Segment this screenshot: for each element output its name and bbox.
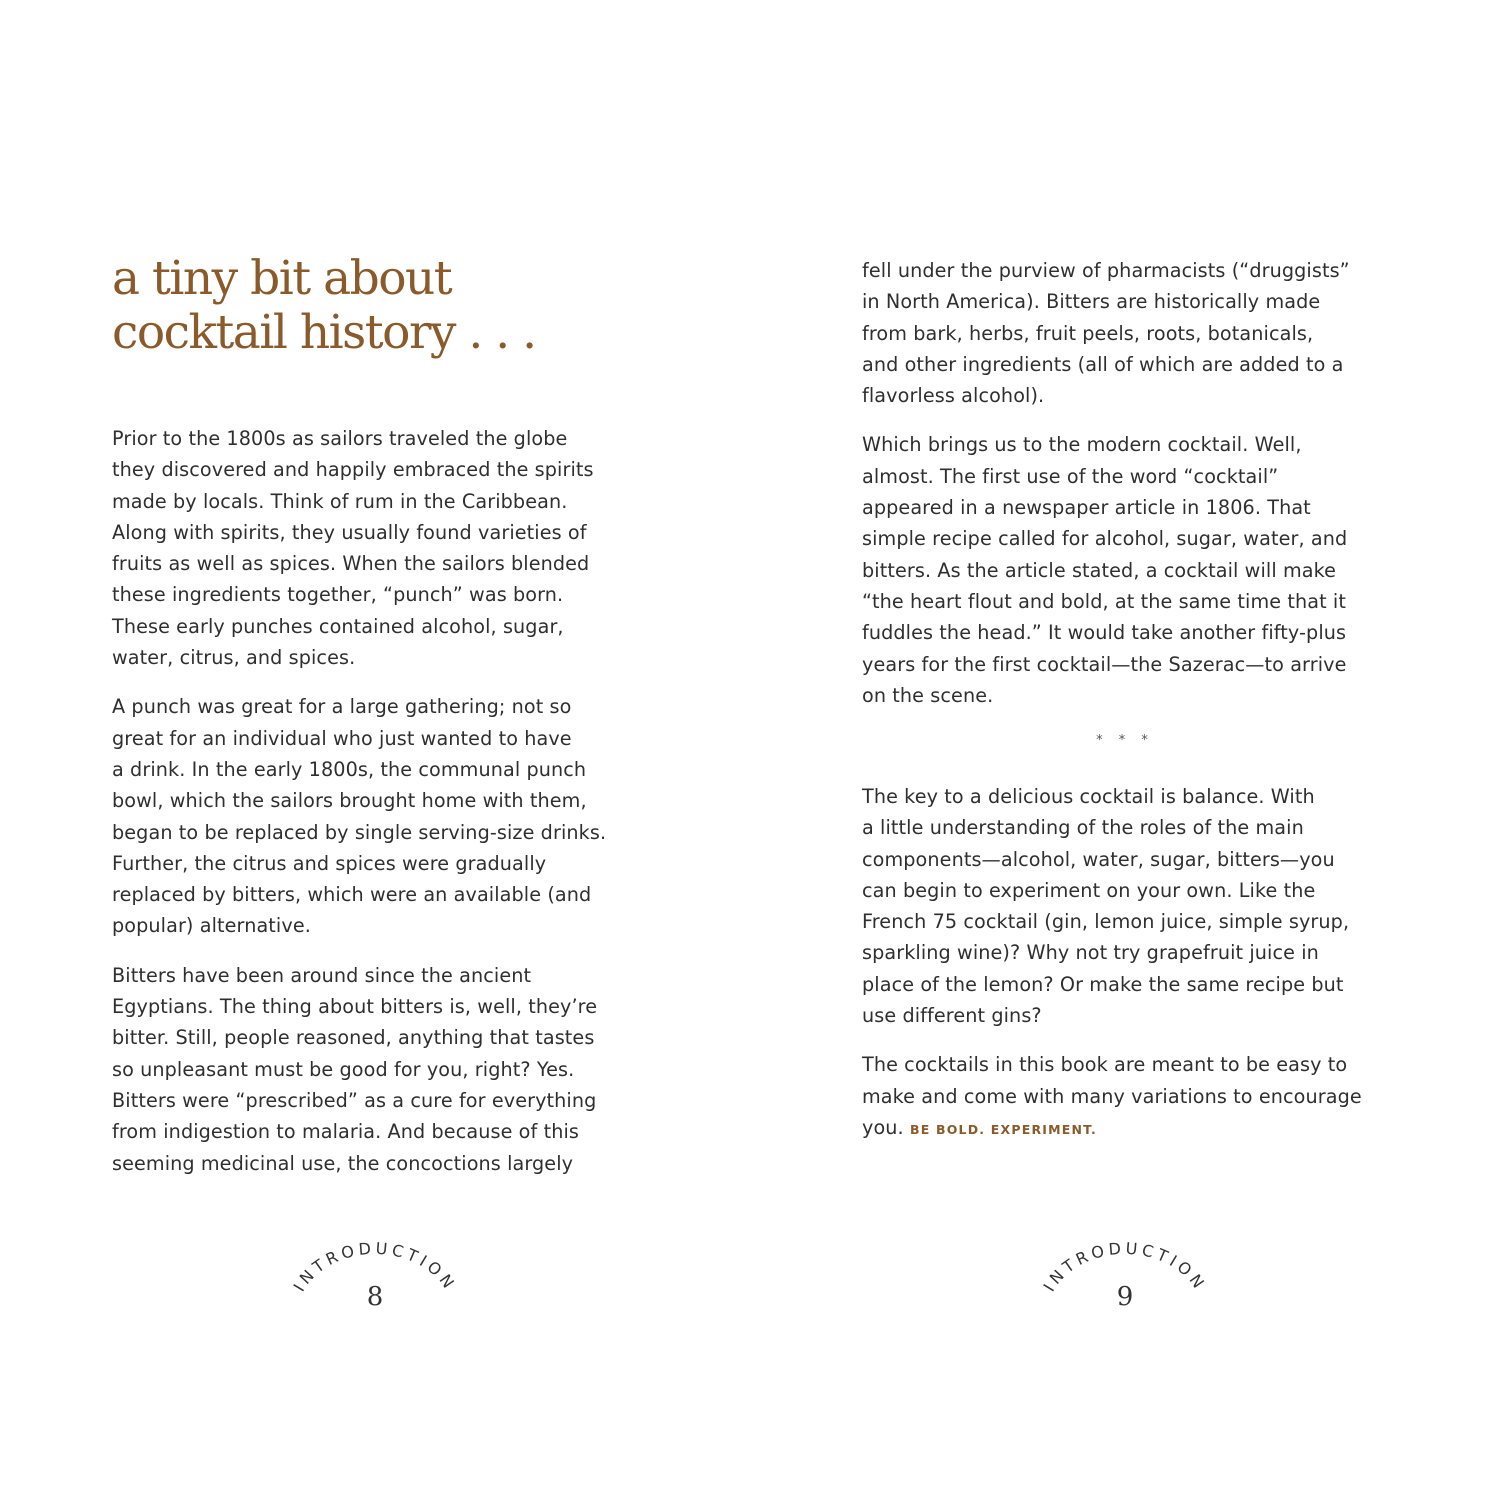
- right-folio: [1030, 1236, 1220, 1326]
- right-page: [750, 0, 1500, 1500]
- text-line: made by locals. Think of rum in the Caribbean.: [112, 489, 568, 513]
- closing-line: [862, 1112, 1382, 1145]
- right-body-text-lower: [862, 781, 1382, 1163]
- text-line: these ingredients together, “punch” was born.: [112, 583, 564, 607]
- folio-section-label: INTRODUCTION: [1039, 1238, 1211, 1295]
- text-line: from indigestion to malaria. And because of this: [112, 1120, 579, 1144]
- text-line: a drink. In the early 1800s, the communal punch: [112, 757, 587, 781]
- text-line: popular) alternative.: [112, 914, 311, 938]
- text-line: bowl, which the sailors brought home with them,: [112, 789, 587, 813]
- text-line: a little understanding of the roles of the main: [862, 816, 1304, 840]
- text-line: fuddles the head.” It would take another fifty-plus: [862, 621, 1347, 645]
- text-line: use different gins?: [862, 1004, 1042, 1028]
- closing-emphasis: BE BOLD. EXPERIMENT.: [909, 1121, 1097, 1137]
- text-line: Further, the citrus and spices were gradually: [112, 851, 547, 875]
- text-line: can begin to experiment on your own. Like the: [862, 878, 1316, 902]
- page-number: 8: [366, 1282, 384, 1312]
- chapter-title: [112, 252, 536, 360]
- text-line: from bark, herbs, fruit peels, roots, botanicals,: [862, 321, 1314, 345]
- text-line: appeared in a newspaper article in 1806. That: [862, 496, 1311, 520]
- text-line: great for an individual who just wanted to have: [112, 726, 572, 750]
- text-line: replaced by bitters, which were an available (and: [112, 883, 592, 907]
- text-line: almost. The first use of the word “cocktail”: [862, 464, 1279, 488]
- text-line: components—alcohol, water, sugar, bitters—you: [862, 847, 1335, 871]
- right-body-text-upper: [862, 255, 1382, 729]
- text-line: “the heart flout and bold, at the same time that it: [862, 589, 1346, 613]
- folio-arc-label: [1030, 1236, 1220, 1326]
- text-line: years for the first cocktail—the Sazerac—to arrive: [862, 652, 1347, 676]
- text-line: and other ingredients (all of which are added to a: [862, 352, 1344, 376]
- paragraph: [112, 423, 632, 673]
- paragraph: [862, 1049, 1382, 1145]
- paragraph: [862, 255, 1382, 411]
- page-number: 9: [1116, 1282, 1134, 1312]
- text-line: Egyptians. The thing about bitters is, well, they’re: [112, 995, 598, 1019]
- text-line: Bitters were “prescribed” as a cure for everything: [112, 1088, 597, 1112]
- left-folio: [280, 1236, 470, 1326]
- text-line: simple recipe called for alcohol, sugar, water, and: [862, 527, 1348, 551]
- text-line: fell under the purview of pharmacists (“druggists”: [862, 259, 1350, 282]
- text-line: These early punches contained alcohol, sugar,: [112, 614, 564, 638]
- text-line: on the scene.: [862, 683, 994, 707]
- folio-arc-label: [280, 1236, 470, 1326]
- folio-section-label: INTRODUCTION: [289, 1238, 461, 1295]
- text-line: began to be replaced by single serving-size drinks.: [112, 820, 607, 844]
- paragraph: [112, 691, 632, 941]
- paragraph: [862, 429, 1382, 711]
- text-line: flavorless alcohol).: [862, 384, 1045, 408]
- text-line: place of the lemon? Or make the same recipe but: [862, 972, 1344, 996]
- text-line: The key to a delicious cocktail is balance. With: [862, 785, 1315, 808]
- text-line: French 75 cocktail (gin, lemon juice, simple syrup,: [862, 910, 1350, 934]
- left-body-text: [112, 423, 632, 1197]
- paragraph: [112, 960, 632, 1179]
- chapter-title-line-1: a tiny bit about: [112, 251, 452, 306]
- text-line: Prior to the 1800s as sailors traveled the globe: [112, 427, 568, 450]
- paragraph: [862, 781, 1382, 1031]
- text-line: sparkling wine)? Why not try grapefruit juice in: [862, 941, 1319, 965]
- text-line: The cocktails in this book are meant to be easy to: [862, 1053, 1348, 1077]
- text-line: make and come with many variations to encourage: [862, 1084, 1362, 1108]
- text-line: bitters. As the article stated, a cocktail will make: [862, 558, 1337, 582]
- text-line: Along with spirits, they usually found varieties of: [112, 520, 587, 544]
- text-line: seeming medicinal use, the concoctions largely: [112, 1151, 574, 1175]
- chapter-title-line-2: cocktail history . . .: [112, 305, 536, 360]
- text-line: Which brings us to the modern cocktail. Well,: [862, 433, 1302, 457]
- text-line: in North America). Bitters are historically made: [862, 290, 1321, 314]
- text-line: water, citrus, and spices.: [112, 646, 356, 670]
- text-line: so unpleasant must be good for you, right? Yes.: [112, 1057, 575, 1081]
- text-line: bitter. Still, people reasoned, anything that tastes: [112, 1026, 595, 1050]
- section-separator: * * *: [1096, 733, 1154, 748]
- text-line: A punch was great for a large gathering; not so: [112, 695, 572, 719]
- text-line: they discovered and happily embraced the spirits: [112, 458, 594, 482]
- text-line: fruits as well as spices. When the sailors blended: [112, 552, 590, 576]
- text-line: Bitters have been around since the ancient: [112, 963, 532, 987]
- closing-lead: you.: [862, 1115, 904, 1139]
